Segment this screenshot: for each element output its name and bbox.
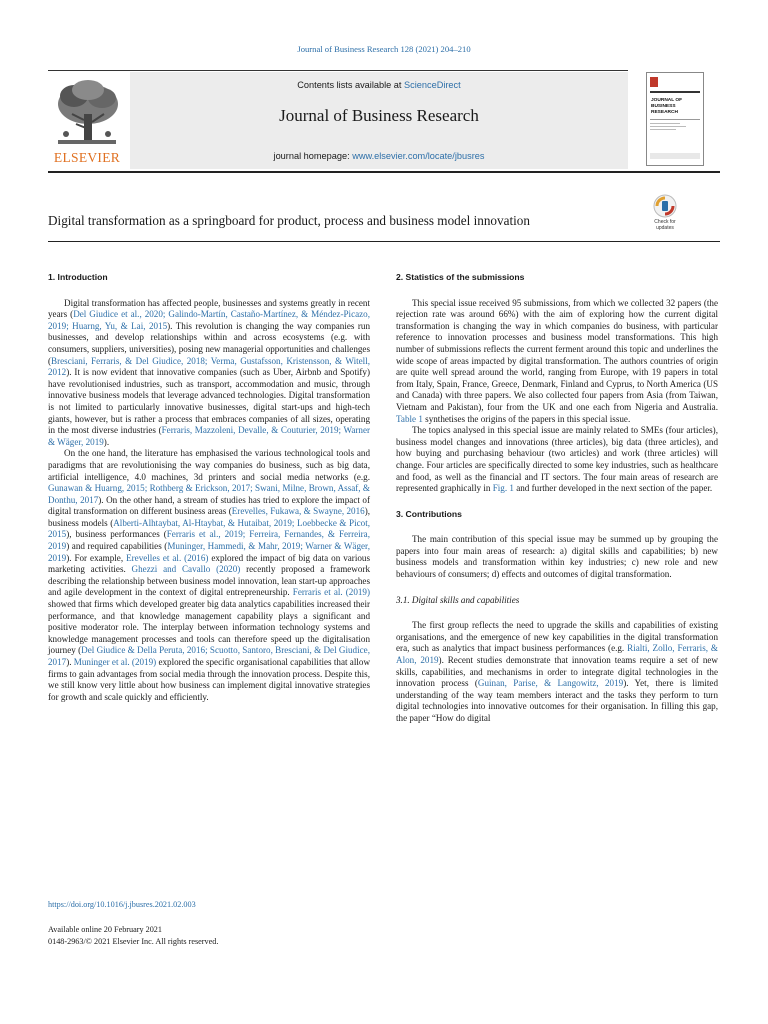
body-text: ). On the other hand, a stream of studies has tried to explore the impact of digital transformation on different business areas ( xyxy=(48,494,371,517)
body-text: ). It is now evident that innovative companies (such as Uber, Airbnb and Spotify) have revolutionised industries, such as transport, accommodation and music, through innovative business models that leverage advanced technologies. Digital transformation is not limited to particularly innovative businesses, digital start-ups and high-tech giants, however, but is rather a process that embraces companies of all sizes, operating in the most diverse industries ( xyxy=(48,367,370,436)
svg-text:updates: updates xyxy=(656,225,674,231)
doi-link[interactable]: https://doi.org/10.1016/j.jbusres.2021.02.003 xyxy=(48,900,196,909)
body-text: ), business performances ( xyxy=(66,529,167,540)
section-heading-statistics: 2. Statistics of the submissions xyxy=(396,272,525,282)
citation-link[interactable]: Muninger et al. (2019) xyxy=(73,657,157,667)
citation-link[interactable]: Ferraris et al. (2019) xyxy=(292,587,370,598)
svg-text:Check for: Check for xyxy=(654,219,676,225)
homepage-prefix: journal homepage: xyxy=(273,151,353,161)
body-text: explored the impact of big data on various marketing activities. xyxy=(48,552,370,575)
check-for-updates-badge[interactable] xyxy=(648,193,682,233)
intro-paragraph-2 xyxy=(48,448,370,703)
journal-cover-art xyxy=(647,73,703,165)
journal-name: Journal of Business Research xyxy=(279,106,479,125)
body-text: This special issue received 95 submissions, from which we collected 32 papers (the rejection rate was around 66%) with the aim of exploring how the current digital transformation is changing the way in which companies do business, with particular reference to innovation processes and business model transformations. This high number of submissions reflects the current ferment around this topic and underlines the wide scope of areas impacted by digital transformation. The authors countries of origin are quite well spread around the world, ranging from Europe, with 19 papers in total from Italy, Spain, France, Greece, Denmark, Finland and Cyprus, to North America (US and Canada) with three papers. We also collected four papers from Asia (from Taiwan, Vietnam and Pakistan), four from the UK and one each from Nigeria and Australia. xyxy=(396,297,718,412)
citation-link[interactable]: Muninger, Hammedi, & Mahr, 2019; Warner & Wäger, 2019 xyxy=(48,541,370,563)
citation-link[interactable]: Ferraris, Mazzoleni, Devalle, & Couturier, 2019; Warner & Wäger, 2019 xyxy=(48,425,371,447)
elsevier-wordmark: ELSEVIER xyxy=(53,150,121,165)
section-heading-introduction: 1. Introduction xyxy=(48,272,108,282)
svg-text:JOURNAL OF: JOURNAL OF xyxy=(651,98,683,103)
citation-link[interactable]: Rialti, Zollo, Ferraris, & Alon, 2019 xyxy=(396,643,719,666)
citation-link[interactable]: Del Giudice & Della Peruta, 2016; Scuotto, Santoro, Bresciani, & Del Giudice, 2017 xyxy=(48,645,370,667)
homepage-link[interactable]: www.elsevier.com/locate/jbusres xyxy=(352,151,485,161)
body-text: ) and required capabilities ( xyxy=(66,541,168,552)
contents-line xyxy=(130,80,628,90)
body-text: showed that firms which developed greater big data analytics capabilities increased their performance, and that knowledge management capability plays a significant and positive moderator role. The interplay between information technology systems and knowledge management processes and tools can therefore speed up the digitalisation journey ( xyxy=(48,599,370,656)
citation-link[interactable]: Alberti-Alhtaybat, Al-Htaybat, & Hutaibat, 2019; Loebbecke & Picot, 2015 xyxy=(48,517,370,540)
body-text: synthetises the origins of the papers in this special issue. xyxy=(422,413,631,424)
contents-prefix: Contents lists available at xyxy=(297,80,405,90)
citation-link[interactable]: Gunawan & Huarng, 2015; Rothberg & Erickson, 2017; Swani, Milne, Brown, Assaf, & Donthu, 2017 xyxy=(48,483,370,505)
body-text: Digital transformation has affected people, businesses and systems greatly in recent years ( xyxy=(48,297,370,320)
article-title: Digital transformation as a springboard for product, process and business model innovation xyxy=(48,213,530,228)
body-text: ). xyxy=(103,436,110,447)
header-rule-bottom xyxy=(48,171,720,173)
available-online-date: Available online 20 February 2021 xyxy=(48,925,162,934)
title-rule xyxy=(48,241,720,242)
citation-link[interactable]: Ferraris et al., 2019; Ferreira, Fernandes, & Ferreira, 2019 xyxy=(48,529,370,552)
citation-link[interactable]: Erevelles et al. (2016) xyxy=(126,552,209,563)
statistics-paragraph-2 xyxy=(396,425,718,495)
body-text: explored the specific organisational capabilities that allow firms to gain advantages from social media through the innovation process. Despite this, we still know very little about how business can implement digital innovative strategies for growth and scale quickly and efficiently. xyxy=(48,657,371,702)
journal-cover-thumbnail[interactable] xyxy=(646,72,704,166)
body-text: The main contribution of this special issue may be summed up by grouping the papers into four main areas of research: a) digital skills and capabilities; b) new business models and transformation within key industries; c) new role and new behaviours of consumers; d) effects and outcomes of digital transformation. xyxy=(396,534,718,580)
issn-copyright: 0148-2963/© 2021 Elsevier Inc. All rights reserved. xyxy=(48,937,219,946)
citation-link[interactable]: Fig. 1 xyxy=(492,483,514,494)
citation-link[interactable]: Erevelles, Fukawa, & Swayne, 2016 xyxy=(231,506,365,517)
citation-link[interactable]: Bresciani, Ferraris, & Del Giudice, 2018; Verma, Gustafsson, Kristensson, & Witell, 2012 xyxy=(48,355,370,378)
citation-link[interactable]: Guinan, Parise, & Langowitz, 2019 xyxy=(477,678,624,689)
citation-link[interactable]: Table 1 xyxy=(396,413,423,424)
body-text: The topics analysed in this special issue are mainly related to SMEs (four articles), business model changes and innovations (three articles), big data (three articles), and how buying and purchasing behaviour (two articles) and work (three articles) will change. Four articles are specifically directed to some key industries, such as healthcare and food, as well as the financial and IT sectors. The four main areas of research are represented graphically in xyxy=(396,425,718,494)
svg-text:BUSINESS: BUSINESS xyxy=(651,104,676,109)
subsection-heading-digital-skills: 3.1. Digital skills and capabilities xyxy=(396,594,520,605)
body-text: recently proposed a framework describing the relationship between business model innovation, lean start-up approaches and agile development in the context of digital entrepreneurship. xyxy=(48,564,370,598)
citation-link[interactable]: Ghezzi and Cavallo (2020) xyxy=(131,564,241,575)
body-text: ). xyxy=(66,657,74,667)
body-text: ). For example, xyxy=(66,552,127,563)
body-text: ). This revolution is changing the way companies run businesses, and develop relationships within and across ecosystems (e.g. with consumers, suppliers, universities), posing new managerial opportunities and challenges ( xyxy=(48,320,370,366)
statistics-paragraph-1 xyxy=(396,298,718,426)
body-text: ), business models ( xyxy=(48,506,371,528)
journal-citation-link[interactable]: Journal of Business Research 128 (2021) 204–210 xyxy=(297,44,471,54)
digital-skills-paragraph xyxy=(396,620,718,724)
sciencedirect-link[interactable]: ScienceDirect xyxy=(404,80,461,90)
body-text: and further developed in the next section of the paper. xyxy=(513,483,713,494)
homepage-line xyxy=(130,151,628,161)
section-heading-contributions: 3. Contributions xyxy=(396,508,462,519)
intro-paragraph-1 xyxy=(48,298,370,449)
body-text: The first group reflects the need to upgrade the skills and capabilities of existing organisations, and the emergence of new key capabilities in the digital transformation era, such as analytics that impact business performances (e.g. xyxy=(396,620,718,654)
svg-text:RESEARCH: RESEARCH xyxy=(651,110,678,115)
right-column xyxy=(396,272,718,725)
citation-link[interactable]: Del Giudice et al., 2020; Galindo-Martín, Castaño-Martínez, & Méndez-Picazo, 2019; Huarng, Yu, & Lai, 2015 xyxy=(48,309,370,331)
header-rule-top xyxy=(48,70,628,71)
body-text: On the one hand, the literature has emphasised the various technological tools and paradigms that are revolutionising the way companies do business, such as big data, artificial intelligence, 4.0 machines, 3d printers and social media networks (e.g. xyxy=(48,448,370,482)
body-text: ). Recent studies demonstrate that innovation teams require a set of new skills, capabilities, and mechanisms in order to integrate digital technologies in the innovation process ( xyxy=(396,655,718,689)
left-column xyxy=(48,272,370,703)
body-text: ). Yet, there is limited understanding of the way team members interact and the tasks they perform to turn digital technologies into innovative outcomes for their organisation. In filling this gap, the paper “How do digital xyxy=(396,678,718,723)
contributions-paragraph xyxy=(396,534,718,580)
check-for-updates-icon xyxy=(648,193,682,233)
